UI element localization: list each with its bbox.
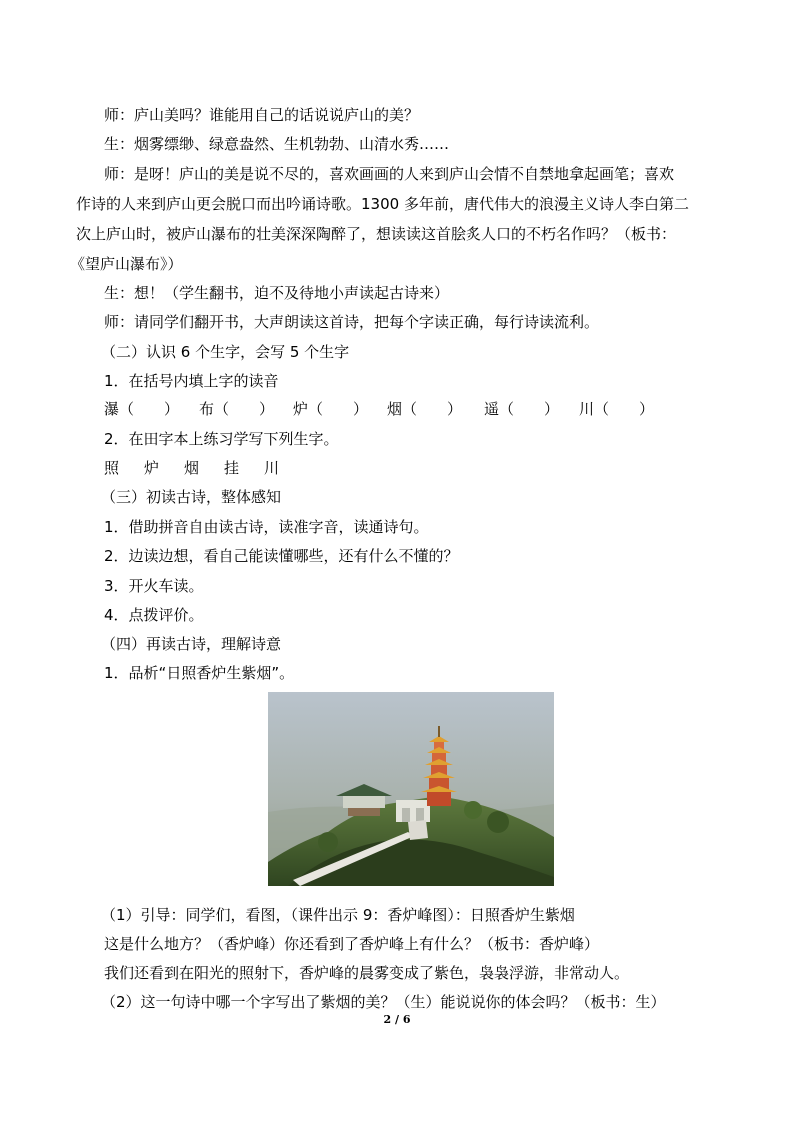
section-three-item-4: 4．点拨评价。 [104, 606, 204, 624]
question-1-line-3: 我们还看到在阳光的照射下，香炉峰的晨雾变成了紫色，袅袅浮游，非常动人。 [104, 964, 630, 982]
student-line-1: 生：烟雾缥缈、绿意盎然、生机勃勃、山清水秀…… [104, 135, 450, 153]
write-chars-row [104, 458, 794, 478]
section-four-heading: （四）再读古诗，理解诗意 [101, 635, 282, 653]
teacher-line-2-cont-3: 《望庐山瀑布》） [70, 255, 183, 273]
question-1-line-1: （1）引导：同学们，看图，（课件出示 9：香炉峰图）：日照香炉生紫烟 [101, 906, 575, 924]
write-char: 照 [104, 459, 120, 477]
section-two-heading: （二）认识 6 个生字，会写 5 个生字 [101, 343, 350, 361]
question-1-line-2: 这是什么地方？（香炉峰）你还看到了香炉峰上有什么？（板书：香炉峰） [104, 935, 600, 953]
section-three-heading: （三）初读古诗，整体感知 [101, 488, 282, 506]
pinyin-item: 炉（ ） [293, 400, 369, 418]
page-number: 2 / 6 [383, 1013, 411, 1026]
section-two-item-1: 1．在括号内填上字的读音 [104, 372, 279, 390]
write-char: 烟 [184, 459, 200, 477]
section-three-item-1: 1．借助拼音自由读古诗，读准字音，读通诗句。 [104, 518, 429, 536]
write-char: 炉 [144, 459, 160, 477]
section-two-item-2: 2．在田字本上练习学写下列生字。 [104, 430, 339, 448]
pinyin-item: 瀑（ ） [104, 400, 180, 418]
section-three-item-3: 3．开火车读。 [104, 577, 204, 595]
pinyin-item: 烟（ ） [387, 400, 463, 418]
pinyin-item: 布（ ） [199, 400, 275, 418]
teacher-line-3: 师：请同学们翻开书，大声朗读这首诗，把每个字读正确，每行诗读流利。 [104, 313, 600, 331]
pinyin-item: 川（ ） [579, 400, 655, 418]
section-four-item-1: 1．品析“日照香炉生紫烟”。 [104, 664, 295, 682]
teacher-line-1: 师：庐山美吗？谁能用自己的话说说庐山的美？ [104, 106, 420, 124]
teacher-line-2-cont-1: 作诗的人来到庐山更会脱口而出吟诵诗歌。1300 多年前，唐代伟大的浪漫主义诗人李白第二 [76, 195, 689, 213]
question-2-line: （2）这一句诗中哪一个字写出了紫烟的美？（生）能说说你的体会吗？（板书：生） [101, 993, 666, 1011]
write-char: 川 [264, 459, 280, 477]
teacher-line-2-cont-2: 次上庐山时，被庐山瀑布的壮美深深陶醉了，想读读这首脍炙人口的不朽名作吗？（板书： [76, 225, 677, 243]
pinyin-item: 遥（ ） [484, 400, 560, 418]
xianglu-peak-photo [268, 692, 554, 886]
pinyin-fill-row [104, 399, 794, 419]
teacher-line-2: 师：是呀！庐山的美是说不尽的，喜欢画画的人来到庐山会情不自禁地拿起画笔；喜欢 [104, 165, 675, 183]
section-three-item-2: 2．边读边想，看自己能读懂哪些，还有什么不懂的？ [104, 547, 459, 565]
student-line-2: 生：想！（学生翻书，迫不及待地小声读起古诗来） [104, 284, 450, 302]
write-char: 挂 [224, 459, 240, 477]
